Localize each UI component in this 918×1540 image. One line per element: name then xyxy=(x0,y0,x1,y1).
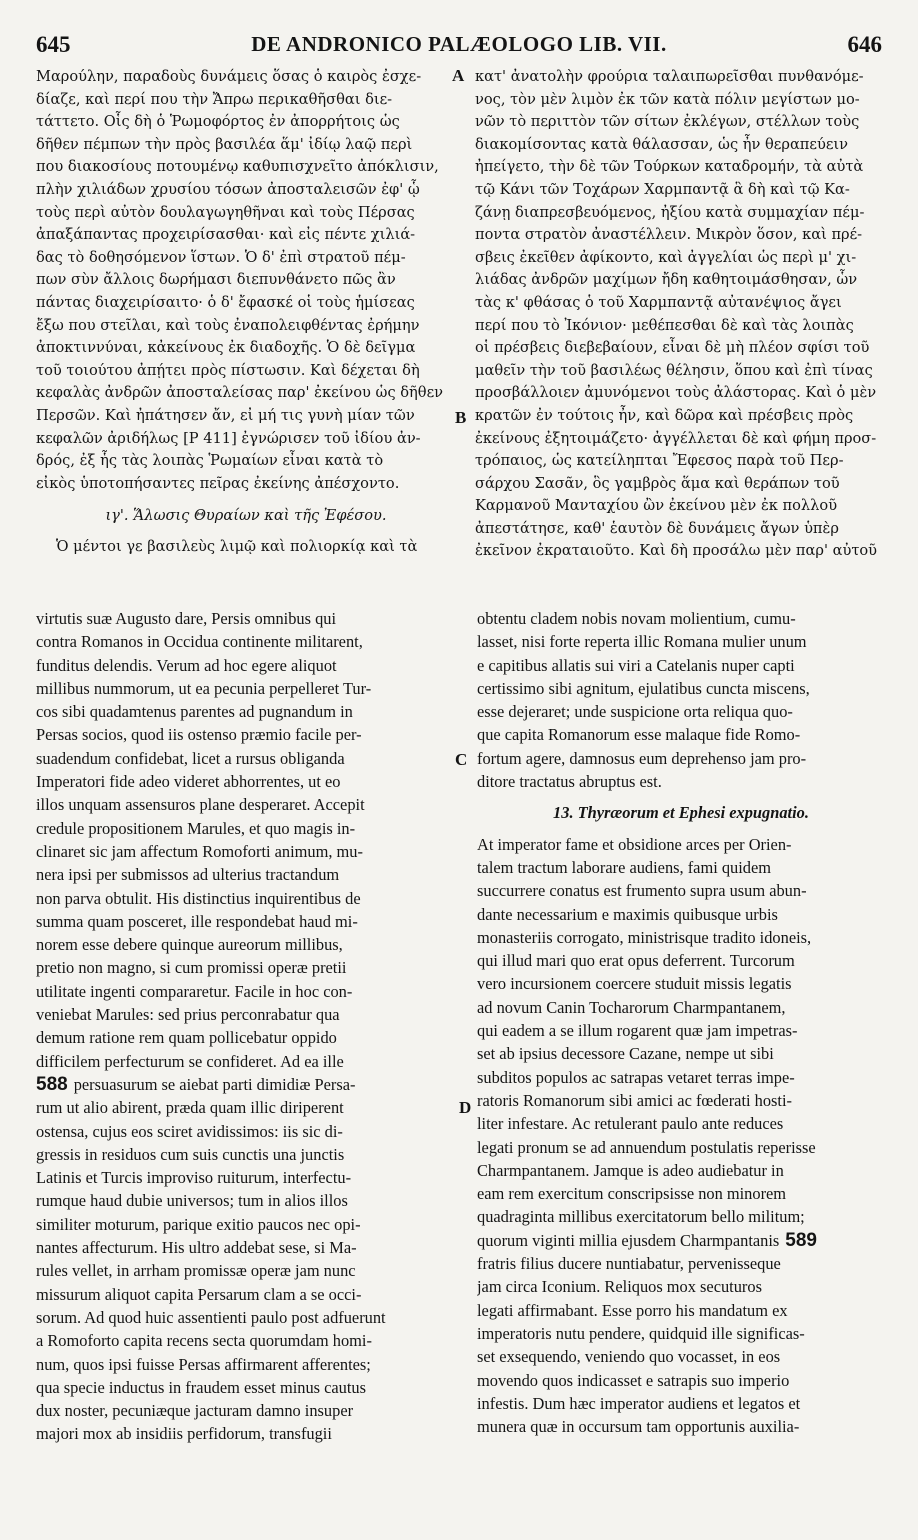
text-line: contra Romanos in Occidua continente militarent, xyxy=(36,632,363,652)
text-line: σβεις ἐκεῖθεν ἀφίκοντο, καὶ ἀγγελίαι ὡς περὶ μ' χι- xyxy=(475,248,857,266)
page-marker-589: 589 xyxy=(785,1229,817,1251)
text-line: Charmpantanem. Jamque is adeo audiebatur in xyxy=(477,1160,784,1180)
latin-text-right-column xyxy=(477,607,885,1438)
latin-text-left-column xyxy=(36,607,456,1446)
text-line: movendo quos indicasset e satrapis suo imperio xyxy=(477,1370,790,1390)
text-line: succurrere conatus est frumento supra usum abun- xyxy=(477,881,807,901)
text-line: ad novum Canin Tocharorum Charmpantanem, xyxy=(477,997,786,1017)
text-line: cos sibi quadamtenus parentes ad pugnandum in xyxy=(36,702,353,722)
text-line: jam circa Iconium. Reliquos mox secuturos xyxy=(477,1277,762,1297)
greek-text-right-column xyxy=(475,66,883,563)
text-line: rum ut alio abirent, præda quam illic diriperent xyxy=(36,1098,344,1118)
running-title: DE ANDRONICO PALÆOLOGO LIB. VII. xyxy=(251,32,667,56)
text-line: fratris filius ducere nuntiabatur, pervenisseque xyxy=(477,1254,781,1274)
greek-right-lines xyxy=(475,66,883,563)
text-line: πων σὺν ἄλλοις δωρήμασι διεπυνθάνετο πῶς ἂν xyxy=(36,271,396,289)
text-line: qua specie inductus in fraudem esset minus cautus xyxy=(36,1377,367,1397)
text-line: set exsequendo, veniendo quo vocasset, in eos xyxy=(477,1347,781,1367)
text-line: εἰκὸς ὑποτοπήσαντες πεῖρας ἐκείνης ἀπέσχοντο. xyxy=(36,474,400,492)
text-line: κεφαλῶν ἀριδήλως [P 411] ἐγνώρισεν τοῦ ἰδίου ἀν- xyxy=(36,429,421,447)
text-line: ostensa, cujus eos sciret avidissimos: iis sic di- xyxy=(36,1121,343,1141)
text-line: ποντα στρατὸν ἀναστέλλειν. Μικρὸν ὅσον, καὶ πρέ- xyxy=(475,226,863,244)
text-line: ἀπεστάτησε, καθ' ἑαυτὸν δὲ δυνάμεις ἄγων ὑπὲρ xyxy=(475,519,839,537)
text-line: dante necessarium e maximis quibusque urbis xyxy=(477,904,778,924)
text-line: τρόπαιος, ὡς κατείληπται Ἔφεσος παρὰ τοῦ Περ- xyxy=(475,452,844,470)
text-line: τὰς κ' φθάσας ὁ τοῦ Χαρμπαντᾷ αὐτανέψιος ἄγει xyxy=(475,293,842,311)
text-line: e capitibus allatis sui viri a Catelanis nuper capti xyxy=(477,655,795,675)
text-line: que capita Romanorum esse malaque fide Romo- xyxy=(477,725,801,745)
text-line: funditus delendis. Verum ad hoc egere aliquot xyxy=(36,655,337,675)
latin-left-lines-b xyxy=(36,1096,456,1445)
text-line: Περσῶν. Καὶ ἠπάτησεν ἄν, εἰ μή τις γυνὴ μίαν τῶν xyxy=(36,406,415,424)
latin-line-with-page-marker-589 xyxy=(477,1229,885,1252)
text-line: δίαζε, καὶ περί που τὴν Ἄπρω περικαθῆσθαι διε- xyxy=(36,90,393,108)
text-line: πάντας διαχειρίσαιτο· ὁ δ' ἔφασκέ οἱ τοὺς ἡμίσεας xyxy=(36,293,415,311)
text-line: κρατῶν ἐν τούτοις ἦν, καὶ δῶρα καὶ πρέσβεις πρὸς xyxy=(475,406,854,424)
text-line: κεφαλὰς ἀνδρῶν ἀποσταλείσας παρ' ἐκείνου ὡς δῆθεν xyxy=(36,384,444,402)
text-line: δῆθεν πέμπων τὴν πρὸς βασιλέα ἅμ' ἰδίῳ λαῷ περὶ xyxy=(36,135,413,153)
text-line: nera ipsi per submissos ad ulterius tractandum xyxy=(36,865,340,885)
greek-left-after-heading: Ὁ μέντοι γε βασιλεὺς λιμῷ καὶ πολιορκίᾳ καὶ τὰ xyxy=(56,537,418,555)
text-line: eam rem exercitum conscripsisse non minorem xyxy=(477,1184,787,1204)
text-line: subditos populos ac satrapas vetaret terras impe- xyxy=(477,1067,795,1087)
text-line: gressis in residuos cum suis cunctis una junctis xyxy=(36,1144,345,1164)
text-line: πλὴν χιλιάδων χρυσίου τόσων ἀποσταλεισῶν ἐφ' ᾧ xyxy=(36,180,420,198)
text-line: virtutis suæ Augusto dare, Persis omnibus qui xyxy=(36,609,337,628)
text-line: summa quam posceret, ille respondebat haud mi- xyxy=(36,911,358,931)
text-line: pretio non magno, si cum promissi operæ pretii xyxy=(36,958,347,978)
text-line: περί που τὸ Ἰκόνιον· μεθέπεσθαι δὲ καὶ τὰς λοιπὰς xyxy=(475,316,854,334)
text-line: millibus nummorum, ut ea pecunia perpelleret Tur- xyxy=(36,678,372,698)
text-line: liter infestare. Ac retulerant paulo ante reduces xyxy=(477,1114,784,1134)
text-line: clinaret sic jam affectum Romoforti animum, mu- xyxy=(36,841,363,861)
text-line: ἠπείγετο, τὴν δὲ τῶν Τούρκων καταδρομήν, τὰ αὐτὰ xyxy=(475,158,864,176)
text-line: νος, τὸν μὲν λιμὸν ἐκ τῶν κατὰ πόλιν μεγίστων μο- xyxy=(475,90,860,108)
latin-line-with-page-marker-588 xyxy=(36,1073,456,1096)
text-line: missurum aliquot capita Persarum clam a se occi- xyxy=(36,1284,362,1304)
text-line: non parva obtulit. His distinctius inquirentibus de xyxy=(36,888,361,908)
margin-marker-a: A xyxy=(452,66,465,85)
text-line: ἀποκτιννύναι, κἀκείνους ἐκ διαδοχῆς. Ὁ δὲ δεῖγμα xyxy=(36,339,416,357)
text-line: illos unquam assensuros plane desperaret. Accepit xyxy=(36,795,365,815)
text-line: difficilem perfecturum se confideret. Ad ea ille xyxy=(36,1051,344,1071)
text-line: suadendum confidebat, licet a rursus obliganda xyxy=(36,748,345,768)
text-line: set ab ipsius decessore Cazane, nempe ut sibi xyxy=(477,1044,774,1064)
text-line: ἀπαξάπαντας προχειρίσασθαι· καὶ εἰς πέντε χιλιά- xyxy=(36,226,416,244)
text-line: λιάδας ἀνδρῶν μαχίμων ἤδη καθητοιμάσθησαν, ὧν xyxy=(475,271,858,289)
text-line: τοῦ τοιούτου ἀπῄτει πρὸς πίστωσιν. Καὶ δέχεται δὴ xyxy=(36,361,420,379)
margin-marker-c: C xyxy=(455,750,468,769)
greek-text-left-column xyxy=(36,66,456,558)
text-line: δας τὸ δοθησόμενον ἵστων. Ὁ δ' ἐπὶ στρατοῦ πέμ- xyxy=(36,248,406,266)
text-line: talem tractum laborare audiens, fami quidem xyxy=(477,857,772,877)
latin-left-lines-a xyxy=(36,607,456,1073)
text-line: fortum agere, damnosus eum deprehenso jam pro- xyxy=(477,748,807,768)
text-line: vero incursionem coercere studuit missis legatis xyxy=(477,974,792,994)
text-line: esse dejeraret; unde suspicione orta reliqua quo- xyxy=(477,702,793,722)
latin-line-589: quorum viginti millia ejusdem Charmpantanis xyxy=(477,1230,780,1250)
latin-line-588: persuasurum se aiebat parti dimidiæ Persa- xyxy=(73,1074,356,1094)
text-line: ζάνῃ διαπρεσβευόμενος, ἠξίου κατὰ συμμαχίαν πέμ- xyxy=(475,203,865,221)
text-line: qui illud mari quo erat opus deferrent. Turcorum xyxy=(477,951,795,971)
text-line: legati affirmabant. Esse porro his mandatum ex xyxy=(477,1300,788,1320)
text-line: imperatoris nutu pendere, quidquid ille significas- xyxy=(477,1323,805,1343)
text-line: ἐκεῖνον ἐκραταιοῦτο. Καὶ δὴ προσάλω μὲν παρ' αὐτοῦ xyxy=(475,542,878,560)
latin-right-lines-a xyxy=(477,607,885,793)
text-line: τάττετο. Οἷς δὴ ὁ Ῥωμοφόρτος ἐν ἀπορρήτοις ὡς xyxy=(36,113,400,131)
text-line: credule propositionem Marules, et quo magis in- xyxy=(36,818,356,838)
text-line: munera quæ in occursum tam opportunis auxilia- xyxy=(477,1417,800,1437)
running-header xyxy=(36,32,882,60)
text-line: norem esse debere quinque aureorum millibus, xyxy=(36,935,343,955)
page-marker-588: 588 xyxy=(36,1073,68,1095)
text-line: dux noster, pecuniæque jacturam damno insuper xyxy=(36,1401,354,1421)
text-line: At imperator fame et obsidione arces per Orien- xyxy=(477,834,792,854)
text-line: demum ratione rem quam pollicebatur oppido xyxy=(36,1028,337,1048)
text-line: a Romoforto capita recens secta quorumdam homi- xyxy=(36,1331,372,1351)
greek-section-heading: ιγ'. Ἅλωσις Θυραίων καὶ τῆς Ἐφέσου. xyxy=(105,507,387,525)
text-line: ἐκείνους ἐξητοιμάζετο· ἀγγέλλεται δὲ καὶ φήμη προσ- xyxy=(475,429,877,447)
latin-right-lines-b xyxy=(477,833,885,1229)
page-number-left: 645 xyxy=(36,32,71,57)
text-line: νῶν τὸ περιττὸν τῶν σίτων ἐκλέγων, στέλλων τοὺς xyxy=(475,113,860,131)
text-line: num, quos ipsi fuisse Persas affirmarent afferentes; xyxy=(36,1354,371,1374)
text-line: veniebat Marules: sed prius perconrabatur qua xyxy=(36,1005,340,1025)
greek-left-lines xyxy=(36,66,456,495)
text-line: Latinis et Turcis improviso ruiturum, interfectu- xyxy=(36,1168,352,1188)
text-line: majori mox ab insidiis perfidorum, transfugii xyxy=(36,1424,332,1444)
text-line: Μαρούλην, παραδοὺς δυνάμεις ὅσας ὁ καιρὸς ἐσχε- xyxy=(36,68,422,85)
text-line: utilitate ingenti compararetur. Facile in hoc con- xyxy=(36,981,353,1001)
text-line: κατ' ἀνατολὴν φρούρια ταλαιπωρεῖσθαι πυνθανόμε- xyxy=(475,68,864,85)
text-line: similiter moturum, parique exitio paucos nec opi- xyxy=(36,1214,361,1234)
margin-marker-b: B xyxy=(455,408,467,427)
margin-marker-d: D xyxy=(459,1098,472,1117)
text-line: obtentu cladem nobis novam molientium, cumu- xyxy=(477,609,796,628)
text-line: certissimo sibi agnitum, ejulatibus cuncta miscens, xyxy=(477,678,810,698)
text-line: τῷ Κάνι τῶν Τοχάρων Χαρμπαντᾷ ἃ δὴ καὶ τῷ Κα- xyxy=(475,180,850,198)
text-line: rules vellet, in arrham promissæ operæ jam nunc xyxy=(36,1261,356,1281)
text-line: nantes affecturum. His ultro addebat sese, si Ma- xyxy=(36,1238,357,1258)
latin-section-heading: 13. Thyræorum et Ephesi expugnatio. xyxy=(553,803,809,823)
text-line: δρός, ἐξ ἧς τὰς λοιπὰς Ῥωμαίων εἶναι κατὰ τὸ xyxy=(36,452,384,470)
text-line: Imperatori fide adeo videret abhorrentes, ut eo xyxy=(36,772,341,792)
text-line: μαθεῖν τὴν τοῦ βασιλέως θέλησιν, ὅπου καὶ ἐπὶ τίνας xyxy=(475,361,873,379)
text-line: quadraginta millibus exercitatorum bello militum; xyxy=(477,1207,805,1227)
text-line: qui eadem a se illum rogarent quæ jam impetras- xyxy=(477,1021,798,1041)
text-line: sorum. Ad quod huic assentienti paulo post adfuerunt xyxy=(36,1307,386,1327)
text-line: ditore tractatus abruptus est. xyxy=(477,772,662,792)
text-line: σάρχου Σασᾶν, ὃς γαμβρὸς ἅμα καὶ θεράπων τοῦ xyxy=(475,474,840,492)
text-line: που διακοσίους ποτουμένῳ καθυπισχνεῖτο ἀπόκλισιν, xyxy=(36,158,439,176)
text-line: διακομίσοντας κατὰ θάλασσαν, ὡς ἦν θεραπεύειν xyxy=(475,135,848,153)
text-line: infestis. Dum hæc imperator audiens et legatos et xyxy=(477,1393,801,1413)
text-line: legati pronum se ad annuendum postulatis reperisse xyxy=(477,1137,816,1157)
text-line: monasteriis corrogato, ministrisque tradito idoneis, xyxy=(477,927,812,947)
text-line: ratoris Romanorum sibi amici ac fœderati hosti- xyxy=(477,1090,792,1110)
latin-right-lines-c xyxy=(477,1252,885,1438)
text-line: rumque haud dubie universos; tum in alios illos xyxy=(36,1191,348,1211)
page-number-right: 646 xyxy=(847,32,882,57)
text-line: Persas socios, quod iis ostenso præmio facile per- xyxy=(36,725,362,745)
text-line: lasset, nisi forte reperta illic Romana mulier unum xyxy=(477,632,807,652)
text-line: ἔξω που στεῖλαι, καὶ τοὺς ἐναπολειφθέντας ἐρήμην xyxy=(36,316,420,334)
text-line: τοὺς περὶ αὐτὸν δουλαγωγηθῆναι καὶ τοὺς Πέρσας xyxy=(36,203,415,221)
text-line: Καρμανοῦ Μανταχίου ὢν ἐκείνου μὲν ἐκ πολλοῦ xyxy=(475,497,838,515)
text-line: οἱ πρέσβεις διεβεβαίουν, εἶναι δὲ μὴ πλέον σφίσι τοῦ xyxy=(475,339,870,357)
text-line: προσβάλλοιεν ἀμυνόμενοι τοὺς ἀλάστορας. Καὶ ὁ μὲν xyxy=(475,384,877,402)
